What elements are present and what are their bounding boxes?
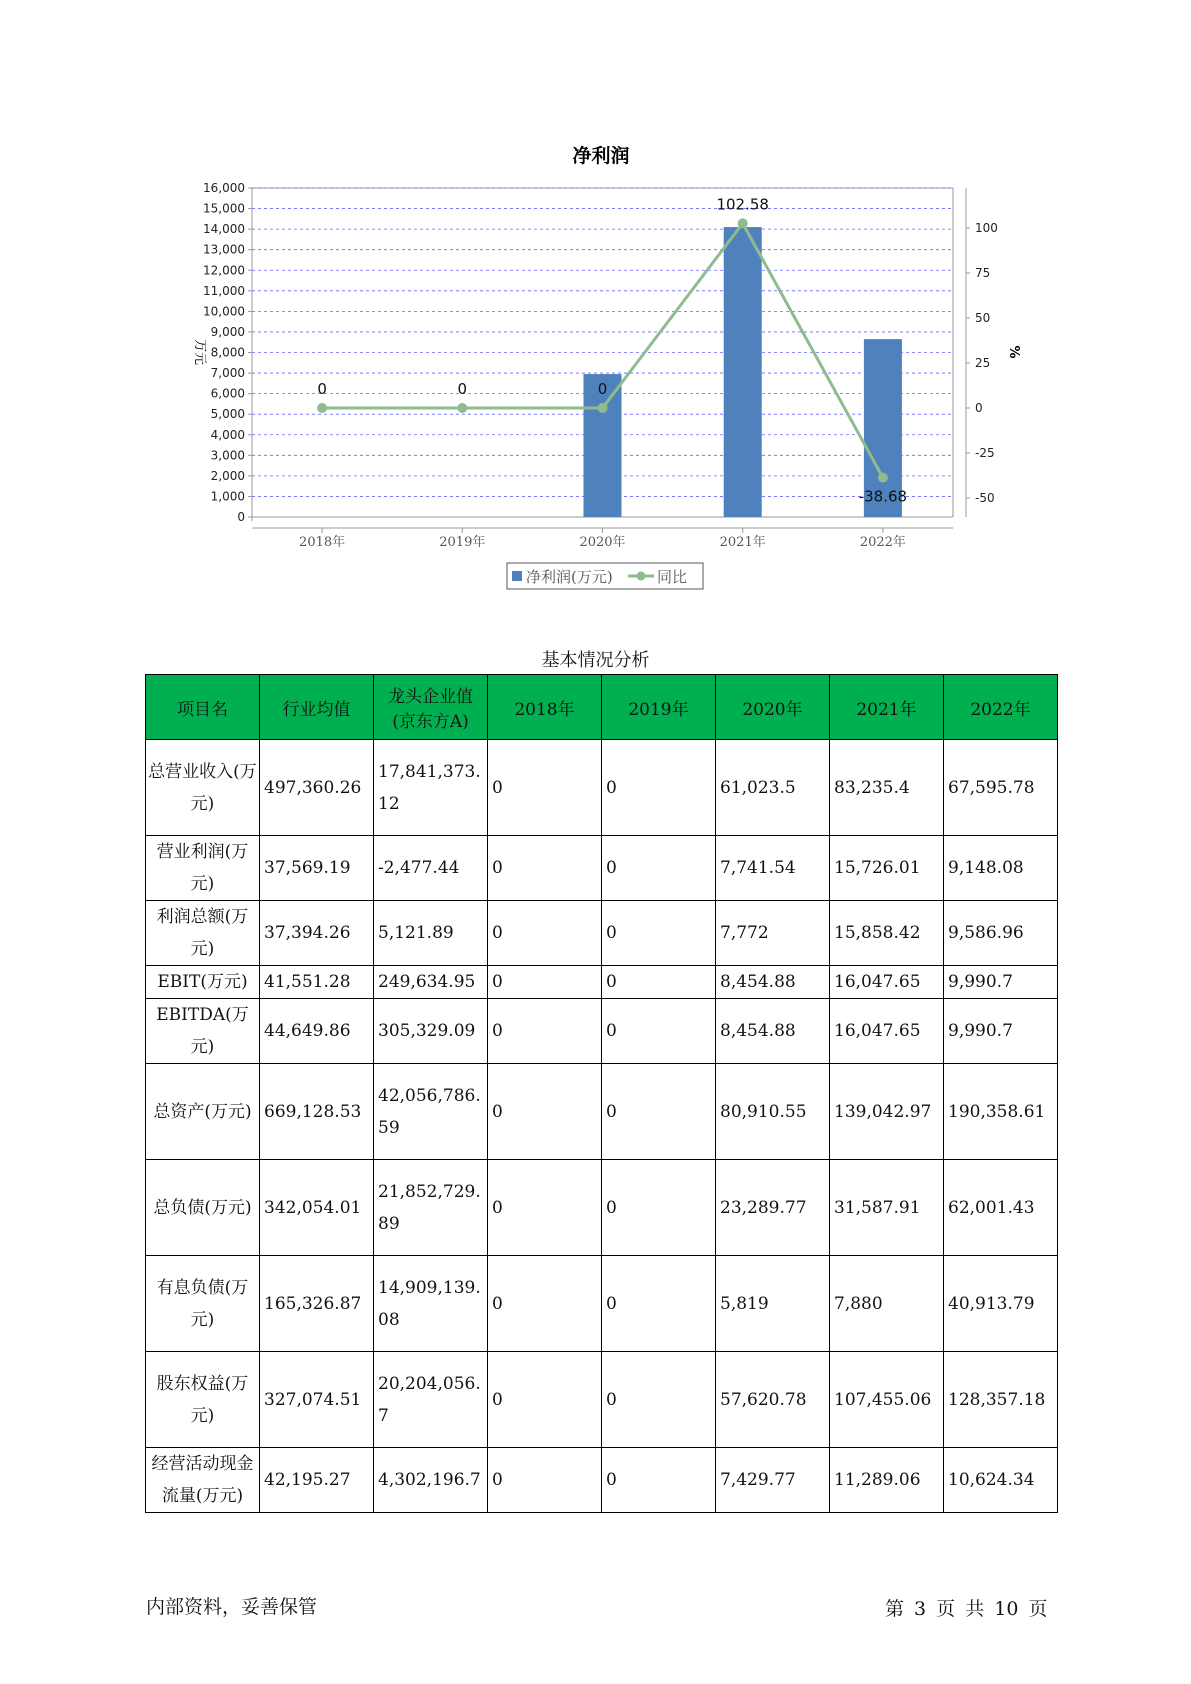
x-tick-label: 2022年 <box>859 535 906 550</box>
value-cell: 0 <box>488 1256 602 1352</box>
value-cell: 7,429.77 <box>716 1448 830 1513</box>
table-row <box>146 1352 1058 1448</box>
row-label-cell: 总资产(万元) <box>146 1064 260 1160</box>
row-label-cell: 总负债(万元) <box>146 1160 260 1256</box>
value-cell: 0 <box>488 1448 602 1513</box>
value-cell: 0 <box>602 1160 716 1256</box>
row-label-cell: 总营业收入(万元) <box>146 740 260 836</box>
value-cell: 37,394.26 <box>260 901 374 966</box>
left-tick-label: 4,000 <box>210 427 245 442</box>
value-cell: 9,990.7 <box>944 999 1058 1064</box>
value-cell: 0 <box>488 740 602 836</box>
value-cell: 10,624.34 <box>944 1448 1058 1513</box>
value-cell: 5,121.89 <box>374 901 488 966</box>
value-cell: 128,357.18 <box>944 1352 1058 1448</box>
value-cell: 57,620.78 <box>716 1352 830 1448</box>
row-label-cell: 利润总额(万元) <box>146 901 260 966</box>
value-cell: 15,726.01 <box>830 836 944 901</box>
chart-title: 净利润 <box>572 145 630 167</box>
row-label-cell: EBITDA(万元) <box>146 999 260 1064</box>
right-tick-label: 75 <box>975 266 991 280</box>
header-cell: 龙头企业值(京东方A) <box>374 675 488 740</box>
row-label-cell: 经营活动现金流量(万元) <box>146 1448 260 1513</box>
header-cell: 项目名 <box>146 675 260 740</box>
value-cell: 0 <box>602 1256 716 1352</box>
table-row <box>146 999 1058 1064</box>
yoy-point <box>738 218 748 228</box>
value-cell: 0 <box>488 966 602 999</box>
value-cell: 249,634.95 <box>374 966 488 999</box>
value-cell: 165,326.87 <box>260 1256 374 1352</box>
table-row <box>146 1160 1058 1256</box>
value-cell: 0 <box>488 1064 602 1160</box>
value-cell: 0 <box>488 999 602 1064</box>
value-cell: 327,074.51 <box>260 1352 374 1448</box>
value-cell: 17,841,373.12 <box>374 740 488 836</box>
value-cell: 0 <box>602 740 716 836</box>
value-cell: 342,054.01 <box>260 1160 374 1256</box>
row-label-cell: 股东权益(万元) <box>146 1352 260 1448</box>
yoy-point <box>598 403 608 413</box>
value-cell: 37,569.19 <box>260 836 374 901</box>
row-label-cell: 有息负债(万元) <box>146 1256 260 1352</box>
right-tick-label: 50 <box>975 311 991 325</box>
chart-canvas <box>0 0 1191 600</box>
value-cell: 9,148.08 <box>944 836 1058 901</box>
table-header-row <box>146 675 1058 740</box>
table-row <box>146 836 1058 901</box>
value-cell: 5,819 <box>716 1256 830 1352</box>
value-cell: -2,477.44 <box>374 836 488 901</box>
value-cell: 139,042.97 <box>830 1064 944 1160</box>
value-cell: 0 <box>488 1160 602 1256</box>
header-cell: 2019年 <box>602 675 716 740</box>
value-cell: 0 <box>602 901 716 966</box>
table-caption: 基本情况分析 <box>541 650 650 671</box>
yoy-data-label: 102.58 <box>716 195 769 214</box>
value-cell: 16,047.65 <box>830 966 944 999</box>
yoy-point <box>457 403 467 413</box>
right-tick-label: -50 <box>975 491 995 505</box>
row-label-cell: 营业利润(万元) <box>146 836 260 901</box>
value-cell: 0 <box>602 966 716 999</box>
value-cell: 7,880 <box>830 1256 944 1352</box>
confidential-note: 内部资料，妥善保管 <box>146 1596 318 1618</box>
left-tick-label: 14,000 <box>203 222 245 237</box>
value-cell: 31,587.91 <box>830 1160 944 1256</box>
net-profit-chart <box>0 0 1191 600</box>
value-cell: 0 <box>602 836 716 901</box>
value-cell: 0 <box>602 1448 716 1513</box>
left-tick-label: 3,000 <box>210 448 245 463</box>
value-cell: 21,852,729.89 <box>374 1160 488 1256</box>
x-tick-label: 2019年 <box>439 535 486 550</box>
value-cell: 669,128.53 <box>260 1064 374 1160</box>
value-cell: 7,741.54 <box>716 836 830 901</box>
value-cell: 15,858.42 <box>830 901 944 966</box>
left-tick-label: 10,000 <box>203 304 245 319</box>
yoy-data-label: 0 <box>597 380 608 398</box>
page-number: 第 3 页 共 10 页 <box>885 1598 1048 1620</box>
value-cell: 41,551.28 <box>260 966 374 999</box>
value-cell: 4,302,196.7 <box>374 1448 488 1513</box>
right-axis-title: % <box>1006 345 1021 359</box>
value-cell: 83,235.4 <box>830 740 944 836</box>
value-cell: 8,454.88 <box>716 999 830 1064</box>
header-cell: 2018年 <box>488 675 602 740</box>
value-cell: 23,289.77 <box>716 1160 830 1256</box>
right-tick-label: -25 <box>975 446 995 460</box>
header-cell: 2022年 <box>944 675 1058 740</box>
left-tick-label: 13,000 <box>203 242 245 257</box>
value-cell: 7,772 <box>716 901 830 966</box>
value-cell: 80,910.55 <box>716 1064 830 1160</box>
table-row <box>146 966 1058 999</box>
value-cell: 0 <box>488 836 602 901</box>
value-cell: 0 <box>488 1352 602 1448</box>
value-cell: 67,595.78 <box>944 740 1058 836</box>
basic-analysis-table <box>145 674 1058 1513</box>
legend-line-label: 同比 <box>657 568 688 586</box>
value-cell: 42,056,786.59 <box>374 1064 488 1160</box>
left-tick-label: 12,000 <box>203 263 245 278</box>
legend-line-marker <box>637 572 646 581</box>
value-cell: 305,329.09 <box>374 999 488 1064</box>
right-tick-label: 100 <box>975 221 998 235</box>
left-tick-label: 6,000 <box>210 386 245 401</box>
value-cell: 61,023.5 <box>716 740 830 836</box>
left-tick-label: 8,000 <box>210 345 245 360</box>
value-cell: 40,913.79 <box>944 1256 1058 1352</box>
value-cell: 42,195.27 <box>260 1448 374 1513</box>
row-label-cell: EBIT(万元) <box>146 966 260 999</box>
value-cell: 0 <box>488 901 602 966</box>
yoy-data-label: -38.68 <box>858 487 908 506</box>
header-cell: 行业均值 <box>260 675 374 740</box>
left-tick-label: 0 <box>237 510 245 524</box>
value-cell: 0 <box>602 999 716 1064</box>
left-tick-label: 15,000 <box>203 201 245 216</box>
value-cell: 62,001.43 <box>944 1160 1058 1256</box>
left-tick-label: 2,000 <box>210 468 245 483</box>
left-tick-label: 9,000 <box>210 324 245 339</box>
yoy-data-label: 0 <box>317 380 327 398</box>
value-cell: 497,360.26 <box>260 740 374 836</box>
value-cell: 107,455.06 <box>830 1352 944 1448</box>
value-cell: 44,649.86 <box>260 999 374 1064</box>
bar <box>724 227 762 517</box>
left-tick-label: 1,000 <box>210 489 245 504</box>
left-tick-label: 11,000 <box>203 283 245 298</box>
table-row <box>146 901 1058 966</box>
table-row <box>146 1256 1058 1352</box>
left-axis-title: 万元 <box>192 338 207 366</box>
left-tick-label: 5,000 <box>210 407 245 422</box>
value-cell: 14,909,139.08 <box>374 1256 488 1352</box>
table-row <box>146 1448 1058 1513</box>
value-cell: 0 <box>602 1064 716 1160</box>
value-cell: 0 <box>602 1352 716 1448</box>
value-cell: 9,990.7 <box>944 966 1058 999</box>
x-tick-label: 2021年 <box>719 535 766 550</box>
yoy-data-label: 0 <box>457 380 468 398</box>
value-cell: 16,047.65 <box>830 999 944 1064</box>
value-cell: 9,586.96 <box>944 901 1058 966</box>
header-cell: 2020年 <box>716 675 830 740</box>
x-tick-label: 2020年 <box>579 535 626 550</box>
legend-bar-label: 净利润(万元) <box>526 568 613 586</box>
value-cell: 11,289.06 <box>830 1448 944 1513</box>
header-cell: 2021年 <box>830 675 944 740</box>
value-cell: 20,204,056.7 <box>374 1352 488 1448</box>
left-tick-label: 7,000 <box>210 366 245 381</box>
table-body <box>146 740 1058 1513</box>
yoy-point <box>317 403 327 413</box>
value-cell: 190,358.61 <box>944 1064 1058 1160</box>
right-tick-label: 0 <box>975 401 983 415</box>
right-tick-label: 25 <box>975 356 991 370</box>
yoy-point <box>878 473 888 483</box>
value-cell: 8,454.88 <box>716 966 830 999</box>
left-tick-label: 16,000 <box>203 181 245 195</box>
legend-bar-swatch <box>512 571 522 581</box>
x-tick-label: 2018年 <box>299 535 346 550</box>
table-row <box>146 740 1058 836</box>
table-row <box>146 1064 1058 1160</box>
